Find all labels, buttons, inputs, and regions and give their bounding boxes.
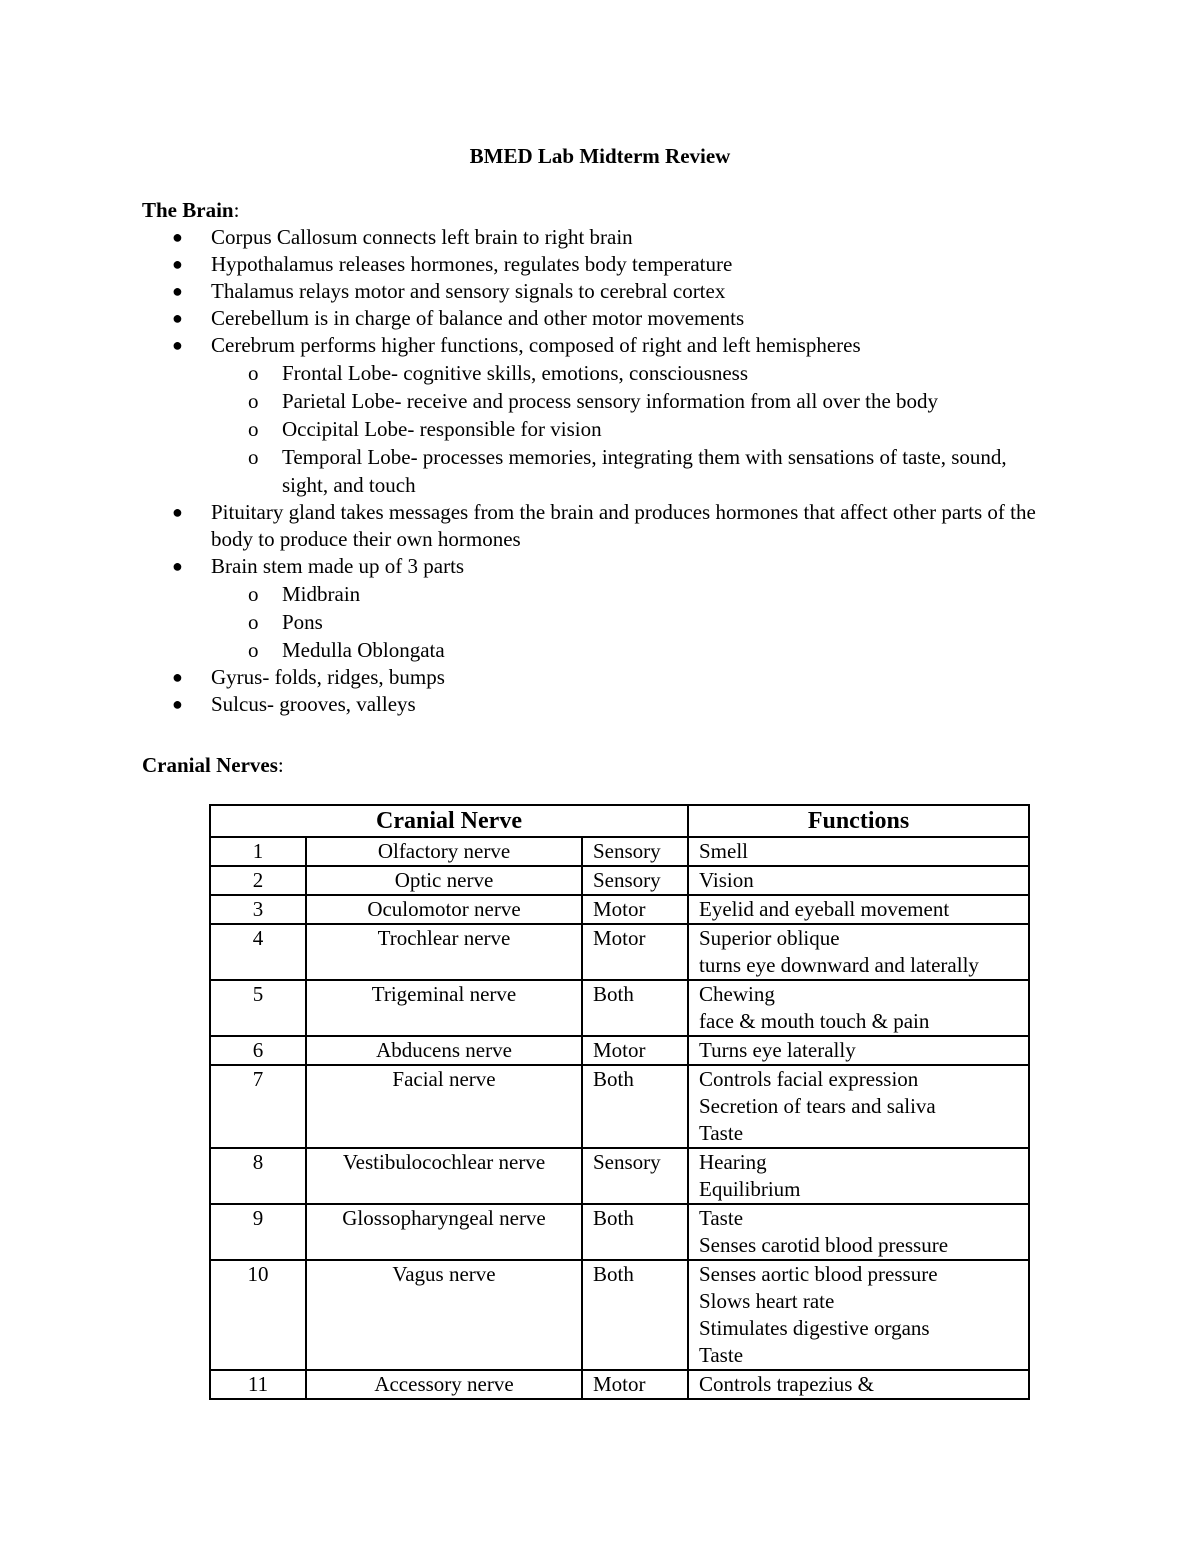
nerve-number-cell: 9 — [210, 1204, 306, 1260]
list-item-text: Cerebellum is in charge of balance and other motor movements — [211, 306, 745, 330]
table-row — [210, 1370, 1029, 1399]
nerve-type-cell: Sensory — [582, 1148, 688, 1204]
list-item — [0, 332, 1041, 359]
list-item — [0, 608, 1042, 636]
sub-bullet-marker: o — [248, 389, 259, 413]
list-item-text: Medulla Oblongata — [282, 638, 445, 662]
function-line: Turns eye laterally — [699, 1038, 856, 1062]
function-line: Vision — [699, 868, 754, 892]
table-row — [210, 866, 1029, 895]
nerve-number-cell: 8 — [210, 1148, 306, 1204]
nerve-functions-cell — [688, 1370, 1029, 1399]
nerve-functions-cell — [688, 1148, 1029, 1204]
nerve-functions-cell — [688, 1204, 1029, 1260]
nerve-number-cell: 1 — [210, 837, 306, 866]
table-body — [210, 837, 1029, 1399]
nerve-functions-cell — [688, 895, 1029, 924]
brain-section-heading — [142, 197, 239, 223]
bullet-marker: ● — [172, 556, 183, 576]
nerve-name-cell: Vagus nerve — [306, 1260, 582, 1370]
list-item-text: Frontal Lobe- cognitive skills, emotions, consciousness — [282, 361, 749, 385]
function-line: Superior oblique — [699, 926, 840, 950]
nerve-functions-cell — [688, 837, 1029, 866]
nerve-type-cell: Motor — [582, 1036, 688, 1065]
function-line: turns eye downward and laterally — [699, 953, 979, 977]
table-row — [210, 1204, 1029, 1260]
cranial-nerve-table — [209, 804, 1030, 1400]
page-title: BMED Lab Midterm Review — [469, 144, 731, 168]
list-item — [0, 580, 1042, 608]
function-line: Controls facial expression — [699, 1067, 919, 1091]
function-line: Chewing — [699, 982, 775, 1006]
list-item-text: Sulcus- grooves, valleys — [211, 692, 416, 716]
nerve-functions-cell — [688, 1036, 1029, 1065]
function-line: Secretion of tears and saliva — [699, 1094, 936, 1118]
sub-bullet-marker: o — [248, 610, 259, 634]
nerve-name-cell: Olfactory nerve — [306, 837, 582, 866]
header-functions: Functions — [688, 805, 1029, 837]
table-row — [210, 895, 1029, 924]
table-row — [210, 1036, 1029, 1065]
nerve-name-cell: Optic nerve — [306, 866, 582, 895]
nerve-number-cell: 2 — [210, 866, 306, 895]
nerve-type-cell: Motor — [582, 895, 688, 924]
bullet-marker: ● — [172, 254, 183, 274]
nerve-functions-cell — [688, 980, 1029, 1036]
list-item — [0, 499, 1041, 553]
cranial-heading-colon: : — [277, 753, 284, 777]
nerve-name-cell: Abducens nerve — [306, 1036, 582, 1065]
table-row — [210, 1148, 1029, 1204]
nerve-type-cell: Sensory — [582, 866, 688, 895]
nerve-number-cell: 10 — [210, 1260, 306, 1370]
nerve-name-cell: Vestibulocochlear nerve — [306, 1148, 582, 1204]
list-item — [0, 664, 1041, 691]
list-item-text: Midbrain — [282, 582, 361, 606]
list-item-text: Temporal Lobe- processes memories, integrating them with sensations of taste, sound, sight, and touch — [282, 445, 1007, 497]
list-item — [0, 553, 1041, 580]
nerve-type-cell: Sensory — [582, 837, 688, 866]
cranial-heading-text: Cranial Nerves — [142, 753, 278, 777]
sub-bullet-marker: o — [248, 361, 259, 385]
nerve-type-cell: Both — [582, 980, 688, 1036]
list-item-text: Corpus Callosum connects left brain to right brain — [211, 225, 633, 249]
function-line: Controls trapezius & — [699, 1372, 874, 1396]
function-line: Eyelid and eyeball movement — [699, 897, 950, 921]
function-line: face & mouth touch & pain — [699, 1009, 930, 1033]
list-item-text: Pituitary gland takes messages from the brain and produces hormones that affect other parts of the body to produce their own hormones — [211, 500, 1036, 551]
sub-bullet-marker: o — [248, 582, 259, 606]
list-item-text: Occipital Lobe- responsible for vision — [282, 417, 602, 441]
table-row — [210, 1065, 1029, 1148]
bullet-marker: ● — [172, 281, 183, 301]
function-line: Senses aortic blood pressure — [699, 1262, 938, 1286]
list-item — [0, 305, 1041, 332]
list-item — [0, 443, 1042, 499]
nerve-number-cell: 5 — [210, 980, 306, 1036]
list-item — [0, 251, 1041, 278]
table-header-row — [210, 805, 1029, 837]
table-row — [210, 924, 1029, 980]
list-item — [0, 691, 1041, 718]
nerve-number-cell: 7 — [210, 1065, 306, 1148]
list-item-text: Cerebrum performs higher functions, composed of right and left hemispheres — [211, 333, 861, 357]
function-line: Smell — [699, 839, 749, 863]
cranial-section-heading — [142, 752, 284, 778]
header-cranial-nerve: Cranial Nerve — [210, 805, 688, 837]
table-row — [210, 1260, 1029, 1370]
function-line: Senses carotid blood pressure — [699, 1233, 949, 1257]
list-item-text: Pons — [282, 610, 323, 634]
list-item — [0, 278, 1041, 305]
nerve-name-cell: Facial nerve — [306, 1065, 582, 1148]
nerve-functions-cell — [688, 1260, 1029, 1370]
list-item — [0, 415, 1042, 443]
sub-bullet-marker: o — [248, 445, 259, 469]
brain-heading-text: The Brain — [142, 198, 234, 222]
list-item — [0, 636, 1042, 664]
bullet-marker: ● — [172, 335, 183, 355]
nerve-functions-cell — [688, 1065, 1029, 1148]
function-line: Taste — [699, 1343, 744, 1367]
nerve-name-cell: Oculomotor nerve — [306, 895, 582, 924]
function-line: Taste — [699, 1121, 744, 1145]
list-item — [0, 359, 1042, 387]
bullet-marker: ● — [172, 308, 183, 328]
nerve-type-cell: Motor — [582, 1370, 688, 1399]
list-item-text: Parietal Lobe- receive and process sensory information from all over the body — [282, 389, 939, 413]
function-line: Stimulates digestive organs — [699, 1316, 930, 1340]
nerve-type-cell: Both — [582, 1065, 688, 1148]
function-line: Hearing — [699, 1150, 767, 1174]
table-row — [210, 837, 1029, 866]
nerve-number-cell: 6 — [210, 1036, 306, 1065]
bullet-marker: ● — [172, 227, 183, 247]
nerve-type-cell: Both — [582, 1204, 688, 1260]
nerve-type-cell: Motor — [582, 924, 688, 980]
function-line: Taste — [699, 1206, 744, 1230]
list-item-text: Thalamus relays motor and sensory signals to cerebral cortex — [211, 279, 726, 303]
bullet-marker: ● — [172, 667, 183, 687]
nerve-functions-cell — [688, 866, 1029, 895]
sub-bullet-marker: o — [248, 638, 259, 662]
function-line: Equilibrium — [699, 1177, 801, 1201]
nerve-type-cell: Both — [582, 1260, 688, 1370]
list-item-text: Gyrus- folds, ridges, bumps — [211, 665, 445, 689]
nerve-name-cell: Accessory nerve — [306, 1370, 582, 1399]
nerve-name-cell: Trochlear nerve — [306, 924, 582, 980]
bullet-marker: ● — [172, 694, 183, 714]
list-item — [0, 387, 1042, 415]
nerve-functions-cell — [688, 924, 1029, 980]
nerve-number-cell: 11 — [210, 1370, 306, 1399]
nerve-number-cell: 3 — [210, 895, 306, 924]
list-item — [0, 224, 1041, 251]
sub-bullet-marker: o — [248, 417, 259, 441]
brain-heading-colon: : — [233, 198, 240, 222]
nerve-number-cell: 4 — [210, 924, 306, 980]
nerve-name-cell: Glossopharyngeal nerve — [306, 1204, 582, 1260]
brain-bullet-list — [0, 224, 1200, 718]
list-item-text: Brain stem made up of 3 parts — [211, 554, 465, 578]
bullet-marker: ● — [172, 502, 183, 522]
nerve-name-cell: Trigeminal nerve — [306, 980, 582, 1036]
function-line: Slows heart rate — [699, 1289, 835, 1313]
list-item-text: Hypothalamus releases hormones, regulates body temperature — [211, 252, 733, 276]
table-row — [210, 980, 1029, 1036]
